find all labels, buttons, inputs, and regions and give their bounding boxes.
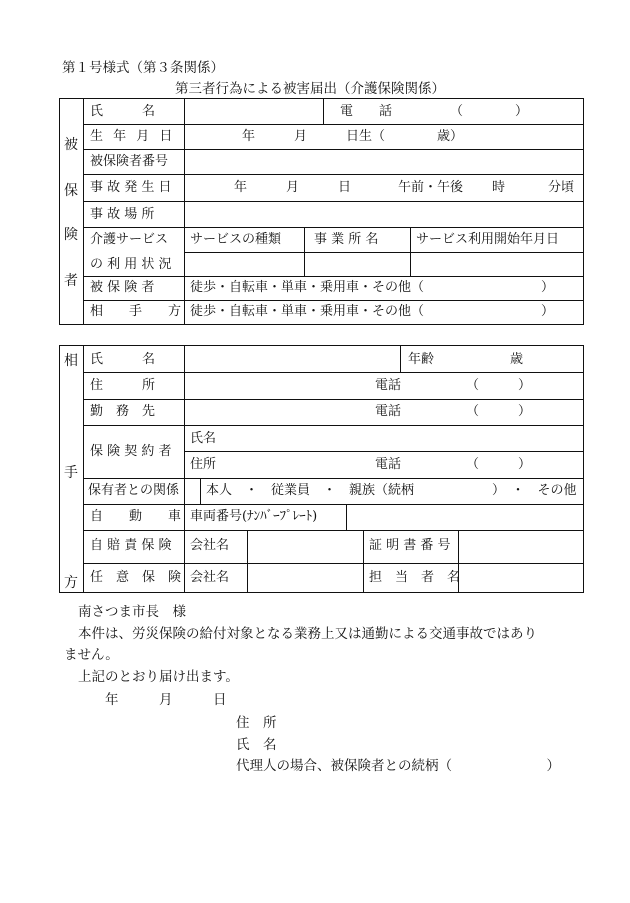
opponent-side-label-mid: 手 (64, 465, 78, 481)
victim-name-label: 氏 名 (90, 104, 156, 119)
opponent-workplace-phone-label: 電話 (375, 404, 402, 419)
opponent-side-label-bottom: 方 (64, 575, 78, 591)
statement-line-2: ません。 (64, 647, 119, 663)
vehicle-label: 自 動 車 (90, 509, 182, 524)
proxy-relation-label: 代理人の場合、被保険者との続柄（ ） (236, 758, 560, 774)
contractor-name-label: 氏名 (190, 431, 217, 446)
victim-side-label-2: 保 (64, 183, 78, 199)
opponent-address-label: 住 所 (90, 378, 156, 393)
submitter-name-label: 氏 名 (236, 737, 277, 753)
victim-side-label-4: 者 (64, 273, 78, 289)
submission-date: 年 月 日 (105, 692, 227, 708)
service-type-label: サービスの種類 (190, 232, 282, 247)
declaration: 上記のとおり届け出ます。 (78, 669, 239, 685)
victim-phone-paren: （ ） (450, 104, 529, 119)
victim-birth-value: 年 月 日生（ 歳） (242, 129, 464, 144)
victim-birth-label: 生 年 月 日 (90, 129, 176, 144)
statement-line-1: 本件は、労災保険の給付対象となる業務上又は通勤による交通事故ではあり (78, 626, 537, 642)
victim-accident-ymd: 年 月 日 (234, 180, 352, 195)
opponent-name-label: 氏 名 (90, 352, 156, 367)
form-number: 第１号様式（第３条関係） (62, 60, 224, 76)
victim-accident-date-label: 事 故 発 生 日 (90, 180, 172, 195)
form-title: 第三者行為による被害届出（介護保険関係） (175, 81, 445, 97)
contractor-phone-label: 電話 (375, 457, 402, 472)
insured-transport-options: 徒歩・自転車・単車・乗用車・その他（ ） (190, 280, 555, 295)
opponent-workplace-label: 勤 務 先 (90, 404, 156, 419)
victim-side-label-3: 険 (64, 227, 78, 243)
person-in-charge-label: 担 当 者 名 (369, 570, 461, 585)
owner-relation-label: 保有者との関係 (88, 483, 180, 498)
opponent-side-label-top: 相 (64, 353, 78, 369)
voluntary-company-label: 会社名 (190, 570, 230, 585)
victim-accident-hour: 時 (492, 180, 506, 195)
victim-accident-place-label: 事 故 場 所 (90, 207, 155, 222)
contractor-phone-paren: （ ） (466, 457, 532, 472)
opponent-address-phone-label: 電話 (375, 378, 402, 393)
care-service-label-1: 介護サービス (90, 232, 169, 247)
opponent-age-label: 年齢 (408, 352, 435, 367)
insurance-contractor-label: 保 険 契 約 者 (90, 444, 172, 459)
opponent-age-unit: 歳 (510, 352, 524, 367)
victim-accident-ampm: 午前・午後 (398, 180, 464, 195)
partner-transport-label: 相 手 方 (90, 304, 182, 319)
certificate-number-label: 証 明 書 番 号 (369, 538, 451, 553)
victim-side-label-1: 被 (64, 137, 78, 153)
voluntary-insurance-label: 任 意 保 険 (90, 570, 182, 585)
victim-accident-minute: 分頃 (548, 180, 575, 195)
plate-number-label: 車両番号(ﾅﾝﾊﾞｰﾌﾟﾚｰﾄ) (190, 509, 318, 524)
victim-insured-number-label: 被保険者番号 (90, 154, 169, 169)
care-service-label-2: の 利 用 状 況 (90, 257, 172, 272)
office-name-label: 事 業 所 名 (314, 232, 379, 247)
partner-transport-options: 徒歩・自転車・単車・乗用車・その他（ ） (190, 304, 555, 319)
submitter-address-label: 住 所 (236, 715, 277, 731)
addressee: 南さつま市長 様 (78, 604, 186, 620)
insured-transport-label: 被 保 険 者 (90, 280, 155, 295)
opponent-address-phone-paren: （ ） (466, 378, 532, 393)
compulsory-company-label: 会社名 (190, 538, 230, 553)
owner-relation-options: 本人 ・ 従業員 ・ 親族（続柄 ） ・ その他 (206, 483, 577, 498)
victim-phone-label: 電 話 (340, 104, 393, 119)
service-start-date-label: サービス利用開始年月日 (416, 232, 560, 247)
compulsory-insurance-label: 自 賠 責 保 険 (90, 538, 172, 553)
contractor-address-label: 住所 (190, 457, 217, 472)
opponent-workplace-phone-paren: （ ） (466, 404, 532, 419)
